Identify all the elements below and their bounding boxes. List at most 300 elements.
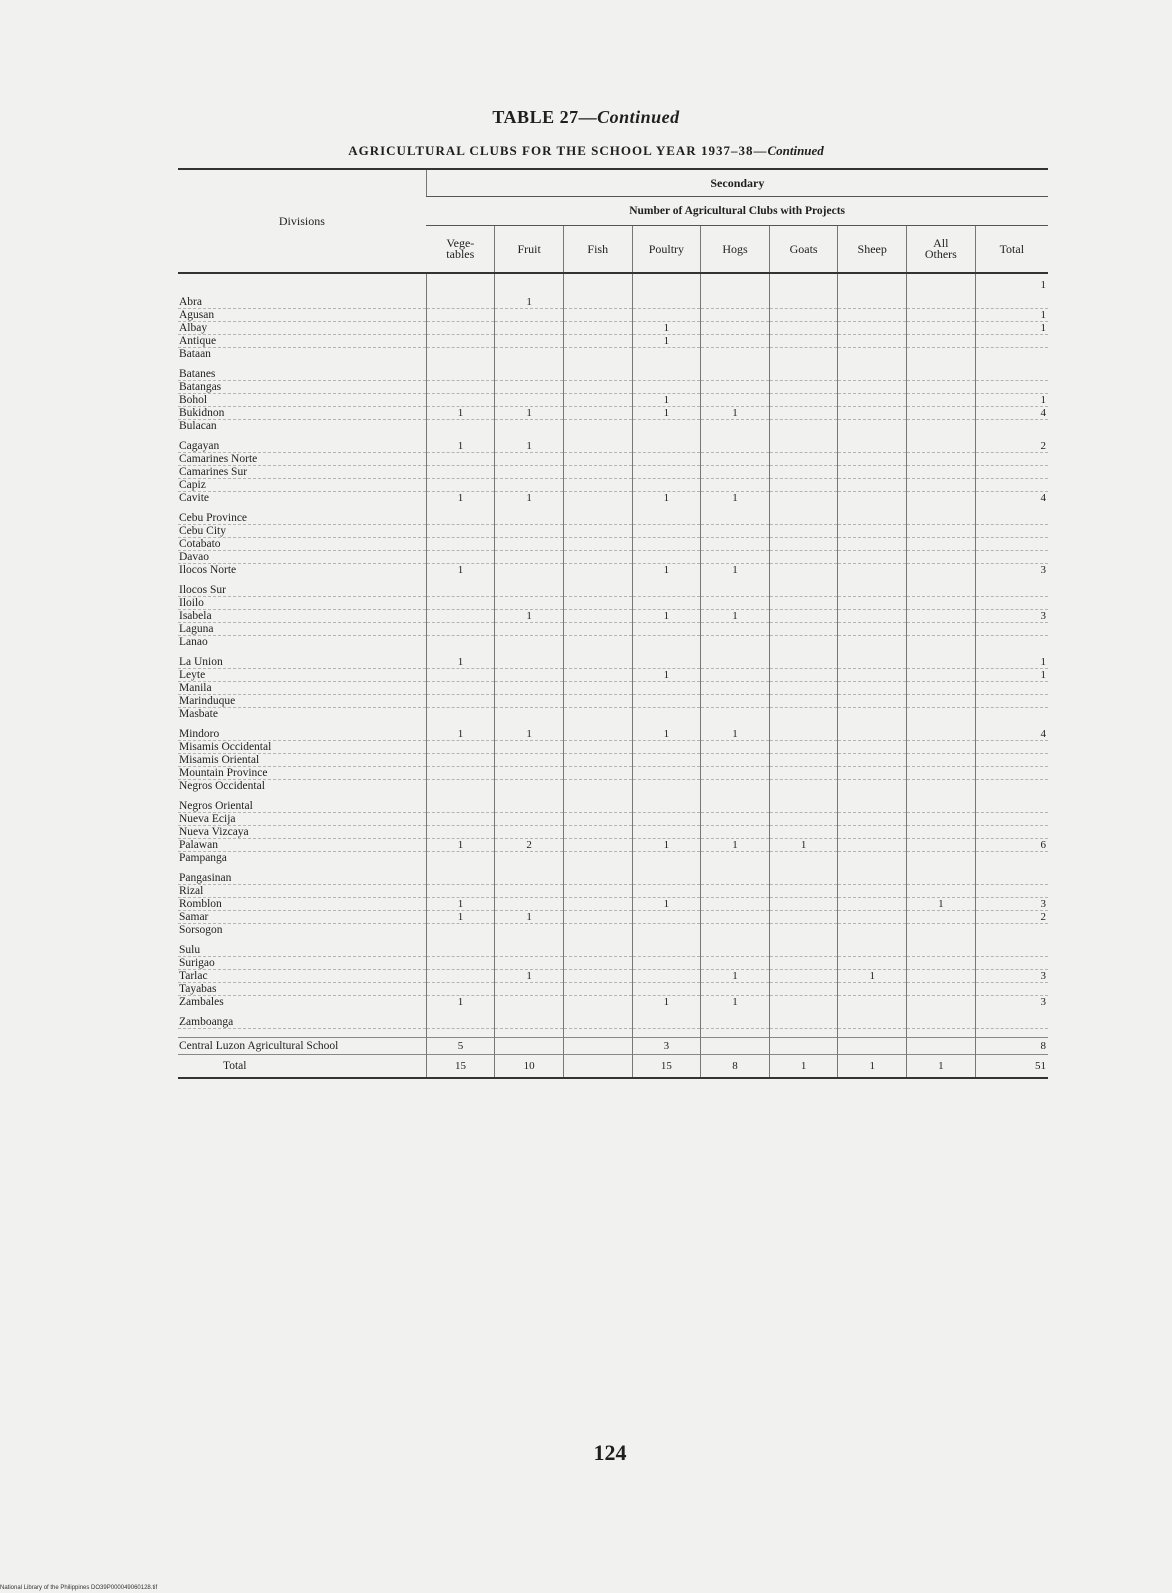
cell-fruit	[495, 394, 564, 407]
cell-veg: 1	[426, 440, 495, 453]
cell-hogs	[701, 348, 770, 361]
cell-total: 2	[975, 911, 1048, 924]
cell-all	[907, 911, 976, 924]
cell-goats	[769, 813, 838, 826]
cell-hogs	[701, 656, 770, 669]
cell-fruit	[495, 898, 564, 911]
cell-fish	[563, 420, 632, 433]
cell-fruit	[495, 453, 564, 466]
cell-poultry	[632, 309, 701, 322]
cell-veg	[426, 944, 495, 957]
cell-sheep	[838, 800, 907, 813]
cell-hogs	[701, 453, 770, 466]
cell-all	[907, 453, 976, 466]
cell-all	[907, 512, 976, 525]
grand-total-row	[178, 1055, 1048, 1079]
cell-poultry	[632, 767, 701, 780]
cell-veg	[426, 767, 495, 780]
cell-fish	[563, 492, 632, 505]
table-row	[178, 885, 1048, 898]
cell-poultry: 1	[632, 564, 701, 577]
division-name: Antique	[178, 335, 426, 348]
cell-hogs	[701, 813, 770, 826]
cell-poultry	[632, 741, 701, 754]
cell-hogs	[701, 296, 770, 309]
cell-fish	[563, 944, 632, 957]
cell-sheep	[838, 623, 907, 636]
cell-fish	[563, 669, 632, 682]
division-name: Cavite	[179, 492, 210, 504]
cell-total	[975, 813, 1048, 826]
cell-sheep	[838, 708, 907, 721]
table-subtitle-continued: Continued	[767, 143, 824, 158]
cell-veg	[426, 623, 495, 636]
cell-poultry: 3	[632, 1038, 701, 1055]
col-header-vegetables: Vege- tables	[426, 226, 495, 274]
cell-goats	[769, 407, 838, 420]
cell-fish	[563, 741, 632, 754]
cell-all	[907, 597, 976, 610]
division-name: Batanes	[178, 368, 426, 381]
cell-all	[907, 754, 976, 767]
scan-footer: National Library of the Philippines DO39P000049060128.tif	[0, 1585, 158, 1591]
division-name: Isabela	[178, 610, 426, 623]
central-luzon-row	[178, 1038, 1048, 1055]
cell-fish	[563, 872, 632, 885]
cell-total	[975, 381, 1048, 394]
table-row	[178, 656, 1048, 669]
cell-fruit	[495, 636, 564, 649]
cell-sheep: 1	[838, 970, 907, 983]
table-row	[178, 800, 1048, 813]
cell-poultry	[632, 957, 701, 970]
cell-veg: 15	[426, 1055, 495, 1079]
cell-veg	[426, 695, 495, 708]
cell-goats	[769, 309, 838, 322]
division-name: Sulu	[178, 944, 426, 957]
division-name: Abra	[178, 296, 426, 309]
cell-fish	[563, 852, 632, 865]
cell-sheep	[838, 335, 907, 348]
cell-fruit: 2	[495, 839, 564, 852]
cell-poultry: 1	[632, 335, 701, 348]
cell-total	[975, 682, 1048, 695]
cell-sheep	[838, 813, 907, 826]
table-row	[178, 407, 1048, 420]
cell-goats	[769, 538, 838, 551]
cell-poultry	[632, 780, 701, 793]
cell-fruit	[495, 708, 564, 721]
table-row	[178, 944, 1048, 957]
cell-fruit	[495, 322, 564, 335]
cell-poultry	[632, 551, 701, 564]
cell-hogs	[701, 780, 770, 793]
col-header-fruit: Fruit	[495, 226, 564, 274]
cell-total: 1	[975, 322, 1048, 335]
cell-poultry	[632, 453, 701, 466]
cell-hogs: 1	[701, 996, 770, 1009]
cell-fish	[563, 767, 632, 780]
cell-sheep	[838, 669, 907, 682]
cell-all	[907, 296, 976, 309]
cell-total: 3	[975, 970, 1048, 983]
cell-goats	[769, 872, 838, 885]
table-row	[178, 1016, 1048, 1029]
cell-fruit: 1	[495, 728, 564, 741]
cell-poultry: 1	[632, 492, 701, 505]
cell-goats	[769, 898, 838, 911]
cell-hogs: 1	[701, 492, 770, 505]
cell-veg	[426, 813, 495, 826]
cell-total: 2	[975, 440, 1048, 453]
cell-poultry	[632, 584, 701, 597]
cell-goats	[769, 466, 838, 479]
table-row	[178, 623, 1048, 636]
cell-veg	[426, 610, 495, 623]
cell-goats	[769, 623, 838, 636]
table-row	[178, 466, 1048, 479]
table-row	[178, 453, 1048, 466]
table-row	[178, 741, 1048, 754]
cell-fish	[563, 839, 632, 852]
cell-goats	[769, 767, 838, 780]
projects-header: Number of Agricultural Clubs with Projects	[426, 197, 1048, 226]
cell-fruit	[495, 800, 564, 813]
cell-all	[907, 492, 976, 505]
table-body	[178, 273, 1048, 1078]
cell-poultry	[632, 813, 701, 826]
cell-total	[975, 584, 1048, 597]
division-name: Samar	[178, 911, 426, 924]
cell-all	[907, 610, 976, 623]
table-row	[178, 872, 1048, 885]
cell-veg	[426, 885, 495, 898]
cell-goats	[769, 335, 838, 348]
cell-total	[975, 296, 1048, 309]
table-row	[178, 584, 1048, 597]
cell-hogs	[701, 669, 770, 682]
table-row	[178, 636, 1048, 649]
cell-fish	[563, 538, 632, 551]
cell-goats	[769, 885, 838, 898]
division-name: Mindoro	[178, 728, 426, 741]
cell-goats	[769, 564, 838, 577]
division-name: La Union	[178, 656, 426, 669]
division-name: Romblon	[178, 898, 426, 911]
division-name: Central Luzon Agricultural School	[178, 1038, 426, 1055]
cell-goats	[769, 296, 838, 309]
cell-total	[975, 368, 1048, 381]
cell-poultry	[632, 872, 701, 885]
table-row	[178, 525, 1048, 538]
cell-poultry: 1	[632, 898, 701, 911]
cell-fruit	[495, 551, 564, 564]
cell-goats	[769, 754, 838, 767]
cell-fish	[563, 885, 632, 898]
cell-poultry	[632, 466, 701, 479]
cell-fruit	[495, 597, 564, 610]
cell-all	[907, 708, 976, 721]
cell-veg: 1	[426, 407, 495, 420]
cell-veg	[426, 780, 495, 793]
cell-hogs	[701, 420, 770, 433]
table-row	[178, 381, 1048, 394]
cell-veg	[426, 381, 495, 394]
cell-goats	[769, 944, 838, 957]
table-row	[178, 492, 1048, 505]
cell-fish	[563, 479, 632, 492]
table-row	[178, 898, 1048, 911]
cell-all	[907, 800, 976, 813]
division-name: Bulacan	[179, 420, 217, 432]
cell-sheep	[838, 872, 907, 885]
cell-goats	[769, 597, 838, 610]
cell-goats: 1	[769, 1055, 838, 1079]
group-spacer	[178, 504, 1048, 512]
cell-total: 1	[975, 656, 1048, 669]
cell-fish	[563, 623, 632, 636]
cell-all	[907, 335, 976, 348]
table-row	[178, 695, 1048, 708]
cell-veg	[426, 453, 495, 466]
cell-sheep	[838, 512, 907, 525]
cell-veg	[426, 420, 495, 433]
cell-fruit	[495, 924, 564, 937]
cell-fish	[563, 957, 632, 970]
cell-fruit	[495, 741, 564, 754]
cell-hogs	[701, 872, 770, 885]
cell-veg	[426, 394, 495, 407]
cell-sheep	[838, 852, 907, 865]
cell-hogs	[701, 1038, 770, 1055]
cell-veg	[426, 669, 495, 682]
division-name: Marinduque	[178, 695, 426, 708]
cell-hogs: 8	[701, 1055, 770, 1079]
cell-veg	[426, 872, 495, 885]
cell-all	[907, 656, 976, 669]
cell-sheep	[838, 728, 907, 741]
cell-fish	[563, 466, 632, 479]
division-name: Camarines Norte	[178, 453, 426, 466]
cell-goats	[769, 708, 838, 721]
col-header-poultry: Poultry	[632, 226, 701, 274]
cell-all	[907, 564, 976, 577]
cell-poultry	[632, 911, 701, 924]
cell-poultry: 1	[632, 610, 701, 623]
cell-goats	[769, 584, 838, 597]
cell-fish	[563, 754, 632, 767]
cell-all	[907, 996, 976, 1009]
cell-poultry	[632, 348, 701, 361]
cell-total: 1	[975, 394, 1048, 407]
cell-total	[975, 636, 1048, 649]
table-title	[0, 107, 1172, 128]
division-name: Surigao	[178, 957, 426, 970]
cell-poultry	[632, 381, 701, 394]
division-name: Zamboanga	[178, 1016, 426, 1029]
cell-hogs	[701, 682, 770, 695]
cell-veg	[426, 322, 495, 335]
cell-poultry	[632, 924, 701, 937]
cell-hogs	[701, 695, 770, 708]
cell-sheep	[838, 983, 907, 996]
group-spacer	[178, 1008, 1048, 1016]
cell-hogs	[701, 525, 770, 538]
cell-fruit	[495, 669, 564, 682]
cell-all	[907, 682, 976, 695]
cell-sheep	[838, 996, 907, 1009]
cell-fruit	[495, 872, 564, 885]
cell-veg	[426, 852, 495, 865]
cell-hogs: 1	[701, 728, 770, 741]
cell-poultry	[632, 754, 701, 767]
cell-goats	[769, 525, 838, 538]
cell-total	[975, 957, 1048, 970]
table-row	[178, 348, 1048, 361]
cell-poultry	[632, 826, 701, 839]
col-header-sheep: Sheep	[838, 226, 907, 274]
cell-fruit: 1	[495, 610, 564, 623]
cell-sheep	[838, 564, 907, 577]
table-row	[178, 551, 1048, 564]
division-name: Laguna	[178, 623, 426, 636]
table-row	[178, 728, 1048, 741]
cell-fish	[563, 695, 632, 708]
cell-all	[907, 826, 976, 839]
cell-all	[907, 780, 976, 793]
group-spacer	[178, 864, 1048, 872]
cell-all	[907, 538, 976, 551]
cell-fish	[563, 597, 632, 610]
cell-fish	[563, 656, 632, 669]
col-header-hogs: Hogs	[701, 226, 770, 274]
cell-fruit	[495, 309, 564, 322]
cell-fruit	[495, 780, 564, 793]
cell-hogs	[701, 309, 770, 322]
cell-total: 6	[975, 839, 1048, 852]
cell-sheep	[838, 348, 907, 361]
cell-total	[975, 826, 1048, 839]
cell-fruit	[495, 1016, 564, 1029]
cell-sheep	[838, 492, 907, 505]
cell-veg	[426, 335, 495, 348]
table-title-continued: Continued	[597, 107, 680, 127]
cell-fruit	[495, 335, 564, 348]
cell-goats	[769, 322, 838, 335]
table-row	[178, 479, 1048, 492]
cell-hogs	[701, 1016, 770, 1029]
cell-total: 3	[975, 898, 1048, 911]
table-row	[178, 957, 1048, 970]
table-row	[178, 322, 1048, 335]
division-name: Camarines Sur	[178, 466, 426, 479]
cell-goats	[769, 957, 838, 970]
cell-sheep	[838, 885, 907, 898]
cell-hogs	[701, 767, 770, 780]
cell-veg: 1	[426, 492, 495, 505]
cell-goats	[769, 394, 838, 407]
cell-poultry	[632, 368, 701, 381]
cell-fish	[563, 898, 632, 911]
division-name: Nueva Ecija	[178, 813, 426, 826]
division-name: Misamis Oriental	[178, 754, 426, 767]
table-row	[178, 564, 1048, 577]
cell-veg	[426, 826, 495, 839]
cell-sheep	[838, 551, 907, 564]
division-name: Zambales	[179, 996, 224, 1008]
division-name: Palawan	[178, 839, 426, 852]
cell-fruit	[495, 813, 564, 826]
cell-veg	[426, 348, 495, 361]
cell-fish	[563, 610, 632, 623]
division-name: Agusan	[178, 309, 426, 322]
cell-fish	[563, 296, 632, 309]
group-spacer	[178, 936, 1048, 944]
cell-total	[975, 512, 1048, 525]
cell-hogs	[701, 584, 770, 597]
cell-veg	[426, 538, 495, 551]
cell-total: 4	[975, 492, 1048, 505]
cell-fish	[563, 708, 632, 721]
cell-veg	[426, 741, 495, 754]
group-spacer	[178, 792, 1048, 800]
cell-total	[975, 741, 1048, 754]
cell-total	[975, 597, 1048, 610]
cell-hogs	[701, 538, 770, 551]
table-row	[178, 682, 1048, 695]
cell-poultry	[632, 623, 701, 636]
cell-fish	[563, 407, 632, 420]
cell-goats	[769, 996, 838, 1009]
top-total-cell: 1	[975, 273, 1048, 296]
cell-sheep	[838, 525, 907, 538]
cell-fish	[563, 800, 632, 813]
cell-veg: 1	[426, 656, 495, 669]
cell-all	[907, 440, 976, 453]
cell-total	[975, 420, 1048, 433]
cell-total: 3	[975, 610, 1048, 623]
cell-fish	[563, 728, 632, 741]
table-row	[178, 309, 1048, 322]
cell-hogs	[701, 826, 770, 839]
cell-poultry	[632, 682, 701, 695]
cell-sheep	[838, 898, 907, 911]
cell-sheep	[838, 695, 907, 708]
cell-goats	[769, 826, 838, 839]
cell-veg	[426, 584, 495, 597]
cell-poultry	[632, 512, 701, 525]
cell-veg	[426, 983, 495, 996]
cell-fish	[563, 924, 632, 937]
cell-goats	[769, 551, 838, 564]
cell-fruit	[495, 996, 564, 1009]
cell-fruit	[495, 682, 564, 695]
cell-poultry	[632, 885, 701, 898]
cell-hogs: 1	[701, 839, 770, 852]
cell-poultry	[632, 420, 701, 433]
cell-sheep	[838, 1038, 907, 1055]
cell-veg	[426, 754, 495, 767]
division-name: Mountain Province	[178, 767, 426, 780]
cell-sheep	[838, 538, 907, 551]
cell-poultry	[632, 708, 701, 721]
cell-fruit	[495, 656, 564, 669]
cell-poultry	[632, 970, 701, 983]
cell-fruit	[495, 479, 564, 492]
cell-goats	[769, 348, 838, 361]
cell-veg	[426, 957, 495, 970]
cell-hogs	[701, 741, 770, 754]
